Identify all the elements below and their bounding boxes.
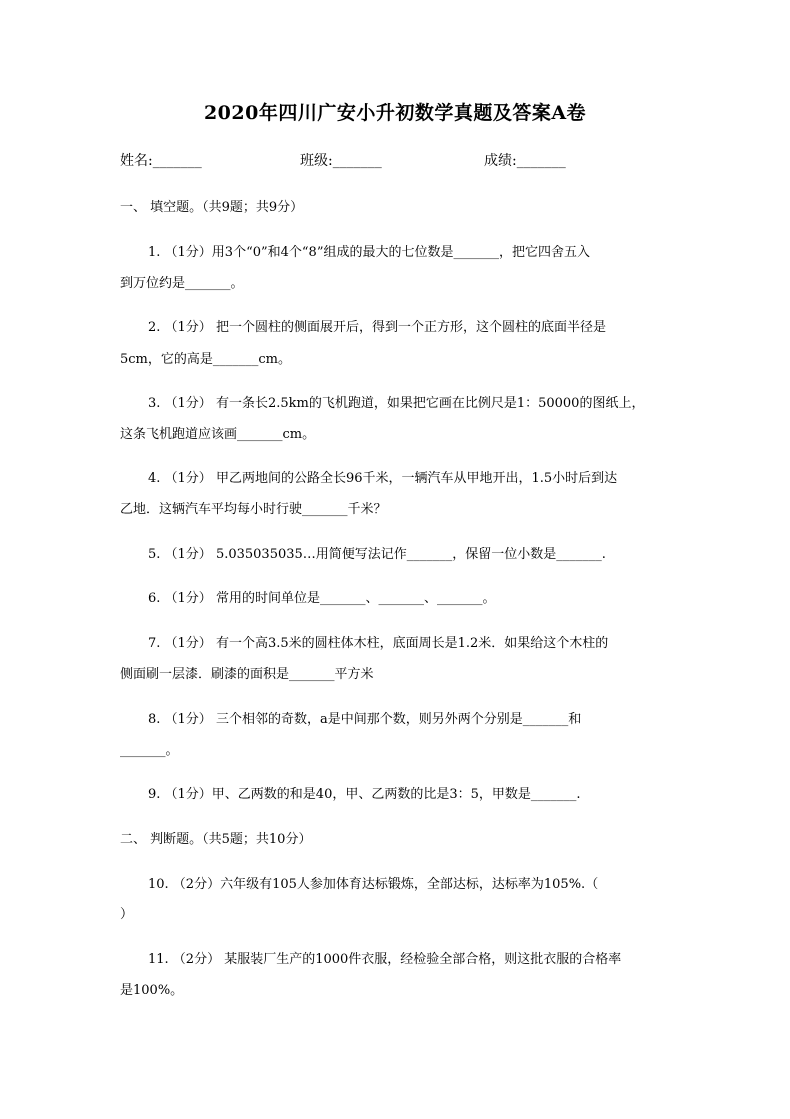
- document-title: 2020年四川广安小升初数学真题及答案A卷: [203, 102, 587, 124]
- question-8-line-1: 8. （1分） 三个相邻的奇数，a是中间那个数，则另外两个分别是_______和: [148, 712, 582, 727]
- question-1-line-2: 到万位约是_______。: [120, 276, 244, 291]
- question-5: 5. （1分） 5.035035035…用简便写法记作_______，保留一位小数是_______.: [148, 547, 606, 562]
- question-3-line-2: 这条飞机跑道应该画_______cm。: [120, 427, 316, 442]
- question-3-line-1: 3. （1分） 有一条长2.5km的飞机跑道，如果把它画在比例尺是1：50000的图纸上，: [148, 396, 645, 411]
- student-info-row: [0, 150, 790, 172]
- section-heading-fill-blank: 一、 填空题。（共9题；共9分）: [120, 200, 304, 215]
- class-field: 班级:_______: [300, 153, 382, 169]
- question-6: 6. （1分） 常用的时间单位是_______、_______、_______。: [148, 591, 496, 606]
- section-heading-true-false: 二、 判断题。（共5题；共10分）: [120, 832, 312, 847]
- question-10-line-1: 10. （2分）六年级有105人参加体育达标锻炼，全部达标，达标率为105%.（: [148, 877, 599, 892]
- name-field: 姓名:_______: [120, 153, 202, 169]
- question-4-line-1: 4. （1分） 甲乙两地间的公路全长96千米，一辆汽车从甲地开出，1.5小时后到达: [148, 471, 618, 486]
- question-7-line-1: 7. （1分） 有一个高3.5米的圆柱体木柱，底面周长是1.2米．如果给这个木柱的: [148, 636, 609, 651]
- question-11-line-1: 11. （2分） 某服装厂生产的1000件衣服，经检验全部合格，则这批衣服的合格率: [148, 952, 622, 967]
- question-4-line-2: 乙地．这辆汽车平均每小时行驶_______千米？: [120, 502, 387, 517]
- question-2-line-1: 2. （1分） 把一个圆柱的侧面展开后，得到一个正方形，这个圆柱的底面半径是: [148, 320, 606, 335]
- question-9: 9. （1分）甲、乙两数的和是40，甲、乙两数的比是3：5，甲数是_______.: [148, 787, 581, 802]
- question-8-line-2: _______。: [120, 743, 179, 758]
- question-7-line-2: 侧面刷一层漆．刷漆的面积是_______平方米: [120, 667, 374, 682]
- score-field: 成绩:_______: [484, 153, 566, 169]
- question-1-line-1: 1. （1分）用3个“0”和4个“8”组成的最大的七位数是_______，把它四舍五入: [148, 245, 590, 260]
- question-11-line-2: 是100%。: [120, 983, 184, 998]
- question-2-line-2: 5cm，它的高是_______cm。: [120, 352, 291, 367]
- question-10-line-2: ）: [120, 907, 134, 922]
